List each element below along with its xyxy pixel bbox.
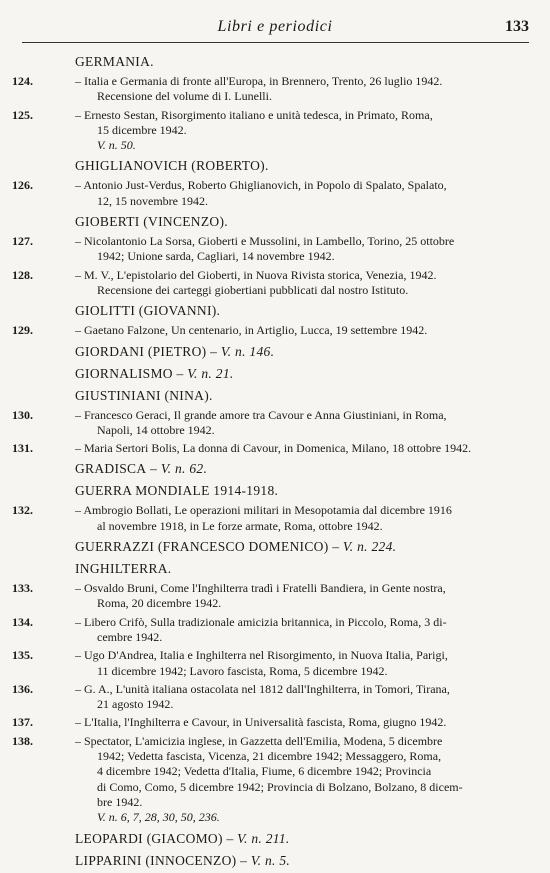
header-rule (22, 42, 529, 43)
subject-heading-text (75, 158, 269, 174)
subject-heading (0, 52, 550, 74)
entry-line: – Maria Sertori Bolis, La donna di Cavour, in Domenica, Milano, 18 ottobre 1942. (75, 441, 472, 456)
cross-reference: – V. n. 211. (222, 830, 290, 846)
subject-name: GIORNALISMO (75, 365, 173, 381)
subject-heading-text (75, 344, 274, 360)
bibliography-entry (0, 408, 550, 439)
subject-heading-text (75, 366, 234, 382)
entry-line: 11 dicembre 1942; Lavoro fascista, Roma, 5 dicembre 1942. (97, 663, 388, 678)
entry-number: 137. (12, 715, 33, 730)
bibliography-entry (0, 648, 550, 679)
entry-line: – Francesco Geraci, Il grande amore tra Cavour e Anna Giustiniani, in Roma, (75, 407, 447, 422)
entry-line: 1942; Unione sarda, Cagliari, 14 novembre 1942. (97, 249, 335, 264)
bibliography-entry (0, 615, 550, 646)
subject-name: GUERRAZZI (FRANCESCO DOMENICO) (75, 539, 329, 555)
subject-heading-text (75, 561, 171, 577)
subject-heading-text (75, 388, 213, 404)
entry-line: Recensione del volume di I. Lunelli. (97, 89, 272, 104)
subject-heading-text (75, 483, 278, 499)
cross-reference: – V. n. 5. (236, 852, 291, 868)
subject-name: INGHILTERRA. (75, 561, 172, 577)
entry-number: 130. (12, 407, 33, 422)
subject-heading (0, 481, 550, 503)
subject-heading (0, 459, 550, 481)
bibliography-entry (0, 323, 550, 338)
entry-number: 132. (12, 503, 33, 518)
entry-line: – M. V., L'epistolario del Gioberti, in Nuova Rivista storica, Venezia, 1942. (75, 267, 437, 282)
subject-name: GIUSTINIANI (NINA). (75, 387, 213, 403)
entry-line: – Antonio Just-Verdus, Roberto Ghiglianovich, in Popolo di Spalato, Spalato, (75, 178, 447, 193)
subject-heading (0, 156, 550, 178)
subject-heading-text (75, 54, 154, 70)
entry-cross-reference: V. n. 50. (97, 138, 136, 153)
entry-line: – Gaetano Falzone, Un centenario, in Artiglio, Lucca, 19 settembre 1942. (75, 323, 428, 338)
entry-line: di Como, Como, 5 dicembre 1942; Provincia di Bolzano, Bolzano, 8 dicem- (97, 779, 463, 794)
entry-line: 21 agosto 1942. (97, 697, 174, 712)
entry-number: 134. (12, 614, 33, 629)
subject-heading (0, 829, 550, 851)
bibliography-entry (0, 268, 550, 299)
entry-number: 126. (12, 178, 33, 193)
subject-heading (0, 851, 550, 873)
bibliography-list (0, 52, 550, 873)
entry-number: 129. (12, 323, 33, 338)
entry-line: – Spectator, L'amicizia inglese, in Gazzetta dell'Emilia, Modena, 5 dicembre (75, 733, 443, 748)
entry-line: Napoli, 14 ottobre 1942. (97, 422, 215, 437)
subject-name: LEOPARDI (GIACOMO) (75, 830, 223, 846)
entry-line: – G. A., L'unità italiana ostacolata nel 1812 dall'Inghilterra, in Tomori, Tirana, (75, 681, 450, 696)
bibliography-entry (0, 108, 550, 154)
page-number: 133 (505, 18, 529, 35)
entry-number: 136. (12, 681, 33, 696)
cross-reference: – V. n. 224. (328, 539, 397, 555)
cross-reference: – V. n. 62. (146, 461, 208, 477)
entry-number: 133. (12, 581, 33, 596)
entry-line: 12, 15 novembre 1942. (97, 193, 208, 208)
page-header (0, 14, 550, 40)
subject-heading (0, 212, 550, 234)
entry-line: 15 dicembre 1942. (97, 122, 187, 137)
entry-number: 124. (12, 74, 33, 88)
subject-name: GHIGLIANOVICH (ROBERTO). (75, 158, 269, 174)
subject-name: GIOLITTI (GIOVANNI). (75, 303, 221, 319)
entry-line: 4 dicembre 1942; Vedetta d'Italia, Fiume, 6 dicembre 1942; Provincia (97, 764, 432, 779)
bibliography-entry (0, 441, 550, 456)
entry-number: 125. (12, 107, 33, 122)
entry-cross-reference: V. n. 6, 7, 28, 30, 50, 236. (97, 810, 220, 825)
bibliography-entry (0, 503, 550, 534)
subject-name: GERMANIA. (75, 54, 154, 69)
bibliography-entry (0, 178, 550, 209)
entry-number: 131. (12, 441, 33, 456)
entry-number: 138. (12, 733, 33, 748)
entry-line: cembre 1942. (97, 629, 163, 644)
subject-heading (0, 301, 550, 323)
entry-line: – Italia e Germania di fronte all'Europa, in Brennero, Trento, 26 luglio 1942. (75, 74, 443, 88)
bibliography-entry (0, 715, 550, 730)
entry-line: 1942; Vedetta fascista, Vicenza, 21 dicembre 1942; Messaggero, Roma, (97, 749, 442, 764)
cross-reference: – V. n. 146. (206, 343, 275, 359)
running-title: Libri e periodici (217, 18, 333, 35)
entry-number: 135. (12, 648, 33, 663)
entry-line: – Nicolantonio La Sorsa, Gioberti e Mussolini, in Lambello, Torino, 25 ottobre (75, 234, 455, 249)
subject-name: GIOBERTI (VINCENZO). (75, 214, 228, 230)
entry-line: – Osvaldo Bruni, Come l'Inghilterra tradì i Fratelli Bandiera, in Gente nostra, (75, 581, 446, 596)
subject-heading-text (75, 214, 228, 230)
bibliography-entry (0, 581, 550, 612)
entry-line: bre 1942. (97, 794, 143, 809)
subject-heading-text (75, 461, 207, 477)
entry-line: – Ambrogio Bollati, Le operazioni militari in Mesopotamia dal dicembre 1916 (75, 503, 452, 518)
entry-line: – L'Italia, l'Inghilterra e Cavour, in Universalità fascista, Roma, giugno 1942. (75, 715, 447, 730)
cross-reference: – V. n. 21. (172, 365, 234, 381)
subject-heading-text (75, 539, 396, 555)
subject-name: GUERRA MONDIALE 1914-1918. (75, 483, 279, 499)
subject-name: LIPPARINI (INNOCENZO) (75, 852, 237, 868)
subject-heading (0, 559, 550, 581)
subject-heading-text (75, 853, 290, 869)
subject-heading (0, 537, 550, 559)
entry-line: Recensione dei carteggi giobertiani pubblicati dal nostro Istituto. (97, 282, 409, 297)
entry-line: Roma, 20 dicembre 1942. (97, 596, 222, 611)
subject-heading (0, 342, 550, 364)
entry-number: 127. (12, 234, 33, 249)
entry-line: – Ernesto Sestan, Risorgimento italiano e unità tedesca, in Primato, Roma, (75, 107, 433, 122)
subject-heading (0, 386, 550, 408)
subject-heading-text (75, 831, 290, 847)
entry-line: – Libero Crifò, Sulla tradizionale amicizia britannica, in Piccolo, Roma, 3 di- (75, 614, 447, 629)
entry-line: al novembre 1918, in Le forze armate, Roma, ottobre 1942. (97, 518, 383, 533)
subject-name: GIORDANI (PIETRO) (75, 343, 207, 359)
entry-line: – Ugo D'Andrea, Italia e Inghilterra nel Risorgimento, in Nuova Italia, Parigi, (75, 648, 448, 663)
subject-name: GRADISCA (75, 461, 147, 477)
bibliography-entry (0, 734, 550, 826)
bibliography-entry (0, 74, 550, 105)
subject-heading-text (75, 303, 220, 319)
bibliography-entry (0, 682, 550, 713)
subject-heading (0, 364, 550, 386)
entry-number: 128. (12, 267, 33, 282)
bibliography-entry (0, 234, 550, 265)
